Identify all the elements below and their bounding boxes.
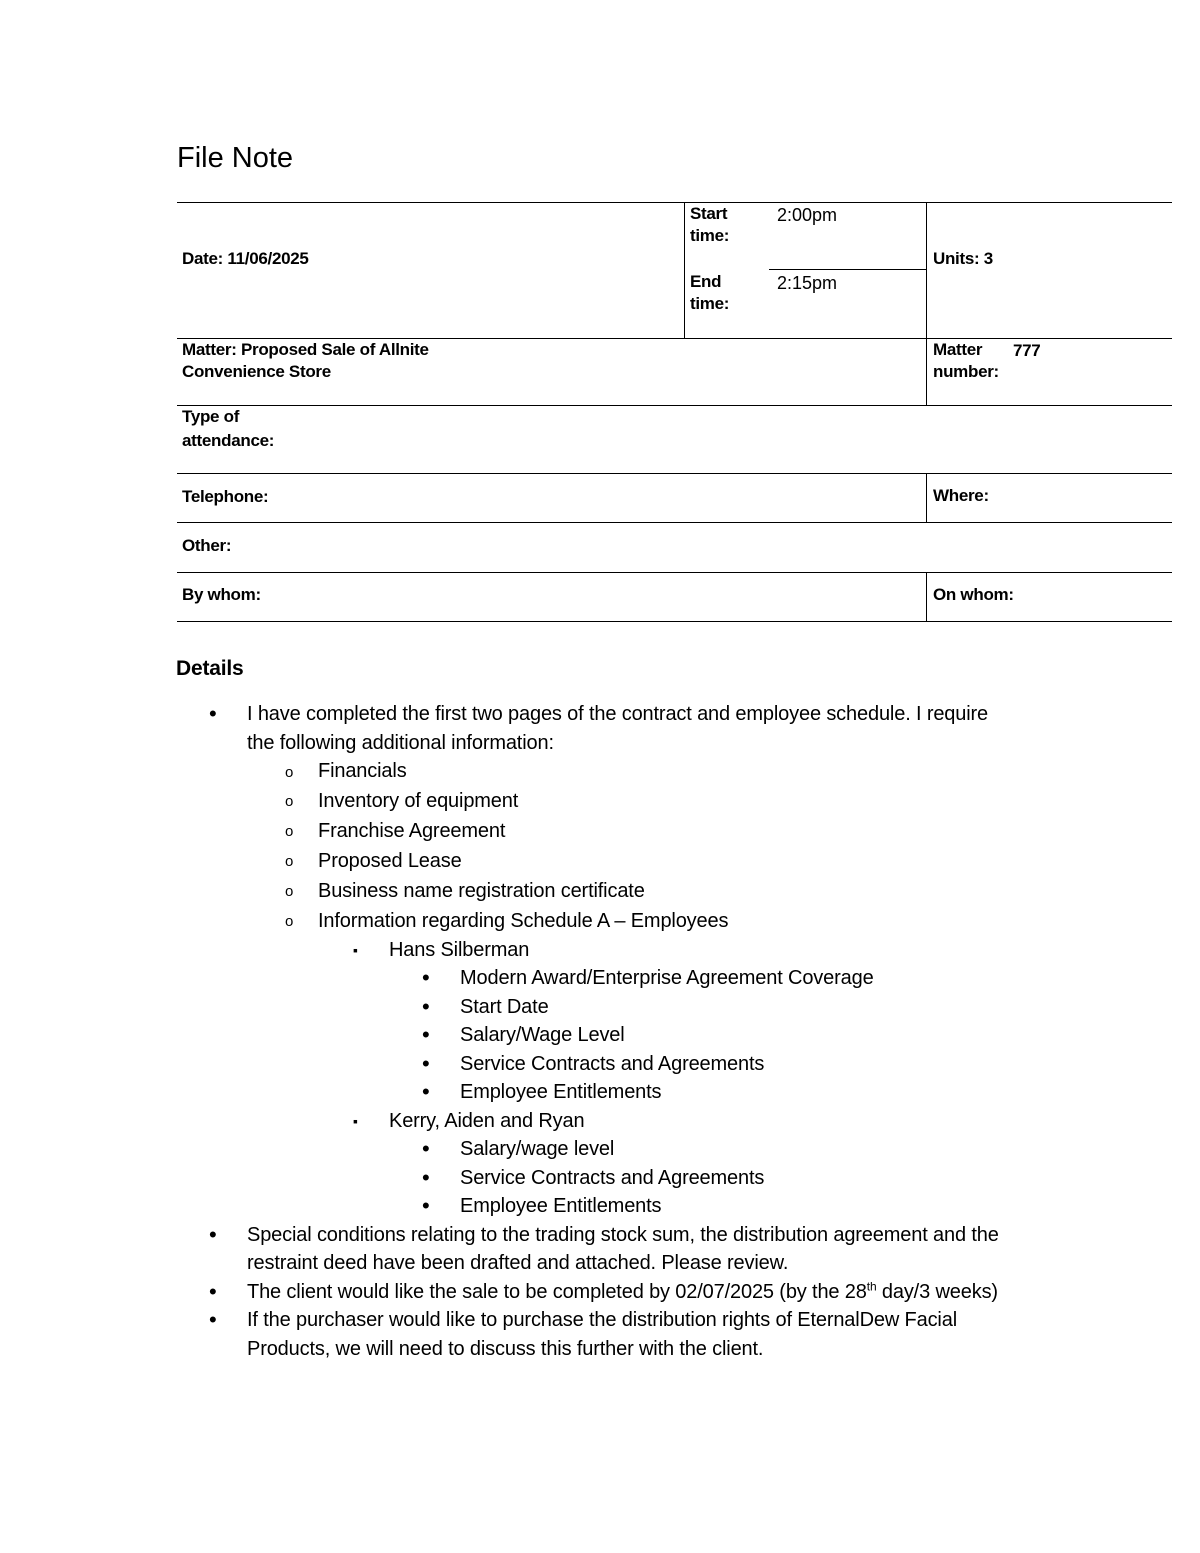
- page-title: File Note: [177, 142, 294, 174]
- start-time-label-text: Start time:: [690, 204, 730, 245]
- end-time-label: [690, 271, 745, 315]
- details-heading: Details: [176, 657, 244, 680]
- column-divider: [926, 572, 927, 621]
- employee-name: Kerry, Aiden and Ryan: [389, 1109, 585, 1132]
- telephone-label: Telephone:: [182, 487, 269, 506]
- details-list: [176, 700, 1006, 1363]
- column-divider: [926, 473, 927, 522]
- list-item: o Franchise Agreement: [247, 816, 1006, 846]
- row-divider: [177, 522, 1172, 523]
- list-item: o Financials: [247, 757, 1006, 786]
- list-item: o Inventory of equipment: [247, 786, 1006, 816]
- table-top-border: [177, 202, 1172, 203]
- matter-number-label-line2: number:: [933, 362, 999, 381]
- date-field: Date: 11/06/2025: [182, 249, 309, 268]
- list-item: [247, 906, 1006, 1221]
- list-item: [176, 1278, 1006, 1307]
- details-item-1: I have completed the first two pages of the contract and employee schedule. I require the following additional information:: [247, 703, 989, 754]
- list-item: • Service Contracts and Agreements: [389, 1164, 1006, 1193]
- list-item: • Salary/wage level: [389, 1135, 1006, 1164]
- list-item: [318, 936, 1006, 1107]
- end-time-value: 2:15pm: [777, 273, 838, 293]
- list-item: [176, 700, 1006, 1221]
- start-time-label: [690, 203, 750, 247]
- on-whom-label: On whom:: [933, 585, 1014, 604]
- column-divider: [684, 202, 685, 339]
- by-whom-label: By whom:: [182, 585, 261, 604]
- matter-description-line1: Matter: Proposed Sale of Allnite: [182, 340, 429, 359]
- other-label: Other:: [182, 536, 232, 555]
- list-item: o Business name registration certificate: [247, 876, 1006, 906]
- list-item: • Service Contracts and Agreements: [389, 1050, 1006, 1079]
- list-item: • Employee Entitlements: [389, 1078, 1006, 1107]
- row-divider: [177, 405, 1172, 406]
- employee-name: Hans Silberman: [389, 938, 530, 961]
- row-divider: [177, 572, 1172, 573]
- list-item: o Proposed Lease: [247, 846, 1006, 876]
- row-divider: [769, 269, 927, 270]
- attendance-type-label-line2: attendance:: [182, 431, 275, 450]
- where-label: Where:: [933, 486, 989, 505]
- list-item: • If the purchaser would like to purchase the distribution rights of EternalDew Facial Products, we will need to discuss this further with the client.: [176, 1306, 1006, 1363]
- list-item: • Modern Award/Enterprise Agreement Coverage: [389, 964, 1006, 993]
- matter-number-value: 777: [1013, 341, 1041, 360]
- list-item: [318, 1107, 1006, 1221]
- start-time-value: 2:00pm: [777, 205, 838, 225]
- list-item: • Salary/Wage Level: [389, 1021, 1006, 1050]
- completion-date-text-end: day/3 weeks): [876, 1280, 998, 1303]
- row-divider: [177, 473, 1172, 474]
- matter-number-label-line1: Matter: [933, 340, 983, 359]
- list-item: • Employee Entitlements: [389, 1192, 1006, 1221]
- schedule-a-item: Information regarding Schedule A – Employees: [318, 910, 729, 932]
- column-divider: [926, 202, 927, 406]
- end-time-label-text: End time:: [690, 272, 730, 313]
- table-bottom-border: [177, 621, 1172, 622]
- matter-description-line2: Convenience Store: [182, 362, 331, 381]
- attendance-type-label-line1: Type of: [182, 407, 240, 426]
- completion-date-text: The client would like the sale to be completed by 02/07/2025 (by the 28: [247, 1280, 867, 1303]
- units-field: Units: 3: [933, 249, 993, 268]
- ordinal-suffix: th: [866, 1278, 877, 1293]
- list-item: • Start Date: [389, 993, 1006, 1022]
- list-item: • Special conditions relating to the trading stock sum, the distribution agreement and the restraint deed have been drafted and attached. Please review.: [176, 1221, 1006, 1278]
